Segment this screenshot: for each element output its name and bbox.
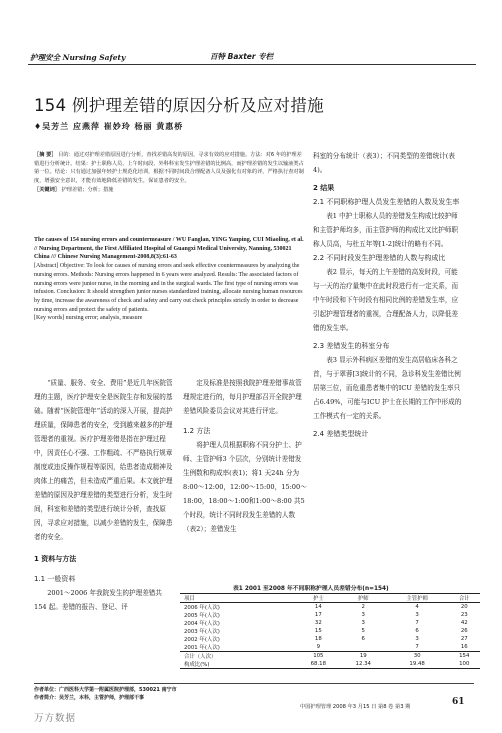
table-cell: 2005 年(人次) — [184, 613, 220, 619]
table-cell: 19.48 — [409, 661, 425, 667]
table-row — [180, 635, 480, 643]
table-cell: 2006 年(人次) — [184, 605, 220, 611]
table-cell: 合计（人次） — [184, 654, 217, 660]
table-cell: 7 — [415, 620, 419, 626]
table-row — [180, 643, 480, 652]
continuation-paragraph: 科室的分布统计（表3）；不同类型的差错统计(表4)。 — [313, 152, 455, 174]
subheading-1-1: 1.1 一般资料 — [34, 575, 76, 583]
table-cell: 3 — [361, 612, 365, 618]
table-wrapper — [180, 593, 480, 669]
table-row — [180, 603, 480, 612]
table-cell: 26 — [460, 628, 468, 634]
table-cell: 100 — [459, 661, 470, 667]
table-cell: 68.18 — [310, 661, 327, 667]
table-cell: 16 — [460, 644, 468, 650]
table-header: 合计 — [458, 596, 470, 602]
table-row — [180, 660, 480, 669]
subheading-2-4: 2.4 差错类型统计 — [313, 430, 369, 438]
table-cell: 23 — [460, 612, 468, 618]
abstract-tag: ［摘 要］ — [34, 152, 57, 158]
page-number: 61 — [452, 697, 465, 707]
author-bio: 作者简介：吴芳兰，本科，主管护师，护理部干事 — [34, 695, 145, 701]
table-cell: 2003 年(人次) — [184, 629, 220, 635]
subheading-2-1: 2.1 不同职称护理人员发生差错的人数及发生率 — [313, 198, 460, 206]
section-heading-1: 1 资料与方法 — [34, 555, 77, 563]
table-cell: 6 — [361, 636, 365, 642]
abstract-en-body: [Abstract] Objective: To look for causes of nursing errors and seek effective countermeasures by analyzing the nursing errors. Methods: Nursing errors happened in 6 years were analyzed. Results: The associated factors of nursing errors were junior nurse, in the morning and in the surgical wards. The first type of nursing errors was infusion. Conclusion: It should strengthen junior nurses standardized training, allocate nursing human resources by time, increase the awareness of check and safety and carry out check principles strictly in order to decrease nursing errors and protect the safety of patients. — [34, 263, 303, 313]
article-title: 154 例护理差错的原因分析及应对措施 — [34, 96, 324, 115]
criteria-paragraph: 定及标准是按照我院护理差错事故管理规定进行的，每月护理部召开全院护理差错风险委员会议对其进行评定。 — [183, 379, 302, 415]
data-table — [180, 593, 480, 669]
table-cell: 27 — [460, 636, 468, 642]
keywords-en: [Key words] nursing error; analysis, measure — [34, 315, 143, 322]
table-cell: 3 — [361, 620, 365, 626]
subheading-2-2: 2.2 不同时段发生护理差错的人数与构成比 — [313, 254, 446, 262]
data-paragraph: 2001～2006 年我院发生的护理差错共154 起。差错的报告、登记、评 — [34, 589, 162, 611]
result-paragraph-3: 表3 显示外科病区差错的发生高居临床各科之首，与于翠蓉[3]统计的不同，急诊科发生差错比例居第三位，而危重患者集中的ICU 差错的发生率只占6.49%，可能与ICU 护士在长期的工作中形成的工作模式有一定的关系。 — [313, 356, 462, 420]
abstract-body: 目的：通过对护理差错原因进行分析，查找差错高发的原因，寻求有效的应对措施。方法：对6 年的护理差错进行分析统计。结果：护士职称人员、上午时间段、外科科室发生护理差错的比例高，而护理差错的发生以输液类占第一位。结论：只有通过加强年轻护士规范化培训，根据不同时间段合理配备人员及强化有对象的评，严格执行查对制度，增强安全意识，才能有效地降低差错的发生，保证患者的安全。 — [34, 152, 304, 185]
table-cell: 2001 年(人次) — [184, 645, 220, 651]
section-heading-2: 2 结果 — [313, 184, 335, 192]
table-cell: 2 — [361, 604, 365, 610]
table-header: 主管护师 — [406, 596, 428, 602]
table-cell: 15 — [314, 628, 322, 634]
subheading-2-3: 2.3 差错发生的科室分布 — [313, 342, 390, 350]
table-row — [180, 619, 480, 627]
table-cell: 3 — [415, 612, 419, 618]
table-cell: 19 — [359, 653, 367, 659]
result-paragraph-2: 表2 显示，每天的上午差错的高发时段，可能与一天的治疗量集中在此时段进行有一定关系，而中午时段和下午时段有相同比例的差错发生率，应引起护理管理者的重视，合理配备人力，以降低差错的发生率。 — [313, 268, 459, 332]
table-cell: 32 — [314, 620, 322, 626]
table-cell: 2004 年(人次) — [184, 621, 220, 627]
abstract-en-title: The causes of 154 nursing errors and countermeasure / WU Fanglan, YING Yanping, CUI Miaoling, et al. // Nursing Department, the First Affiliated Hospital of Guangxi Medical University, Nanning, 530021 China /// Chinese Nursing Management-2008,8(3):61-63 — [34, 237, 304, 261]
table-header: 护士 — [312, 596, 324, 602]
author-affiliation: 作者单位：广西医科大学第一附属医院护理部，530021 南宁市 — [34, 687, 177, 693]
table-header-row — [180, 594, 480, 603]
table-cell: 14 — [314, 604, 322, 610]
intro-paragraph: “质量、服务、安全、费用”是近几年医院管理的主题，医疗护理安全是医院生存和发展的基础。随着“医院管理年”活动的深入开展，提高护理质量，保障患者的安全，受到越来越多的护理管理者的重视。医疗护理差错是指在护理过程中，因责任心不强、工作粗疏、不严格执行规章制度或违反操作规程等原因，给患者造成精神及肉体上的痛苦，但未造成严重后果。本文就护理差错的原因及护理差错的类型进行分析，发生时间，科室和差错的类型进行统计分析，查找原因，寻求应对措施，以减少差错的发生，保障患者的安全。 — [34, 379, 173, 541]
table-cell: 17 — [314, 612, 322, 618]
table-cell: 6 — [415, 628, 419, 634]
footnote — [34, 686, 177, 702]
table-cell: 30 — [413, 653, 421, 659]
authors: ♦吴芳兰 应燕萍 崔妙玲 杨丽 黄惠桥 — [34, 121, 184, 131]
table-header: 项目 — [184, 596, 195, 602]
table-cell: 4 — [415, 604, 419, 610]
middle-column — [183, 376, 307, 536]
table-cell: 20 — [460, 604, 468, 610]
left-column — [34, 376, 174, 614]
table-cell: 构成比(%) — [184, 662, 210, 668]
table-cell: 12.34 — [355, 661, 371, 667]
abstract-en — [34, 236, 306, 323]
table-cell — [341, 643, 386, 652]
table-cell: 2002 年(人次) — [184, 637, 220, 643]
table-row — [180, 627, 480, 635]
header-rule — [28, 64, 476, 65]
abstract-cn — [34, 151, 306, 195]
table-cell: 7 — [415, 644, 419, 650]
table-body — [180, 603, 480, 669]
table-cell: 154 — [459, 653, 470, 659]
table-cell: 9 — [316, 644, 321, 650]
table-cell: 5 — [361, 628, 365, 634]
keywords-cn: 护理差错；分析；措施 — [61, 186, 114, 193]
table-title: 表1 2001 至2008 年不同职称护理人员差错分布(n=154) — [233, 586, 389, 592]
table-cell: 42 — [460, 620, 468, 626]
table-row — [180, 652, 480, 661]
watermark: 万方数据 — [34, 713, 77, 724]
keywords-tag: ［关键词］ — [34, 186, 60, 193]
journal-info: 中国护理管理 2008 年3 月15 日 第8 卷 第3 期 — [300, 704, 411, 710]
right-column — [313, 149, 463, 441]
result-paragraph-1: 表1 中护士职称人员的差错发生构成比较护师和主管护师均多，而主管护师的构成比又比护师职称人员高，与杜五年等[1-2]统计的略有不同。 — [313, 212, 459, 248]
table-cell: 105 — [313, 653, 324, 659]
table-header: 护师 — [357, 596, 369, 602]
subheading-1-2: 1.2 方法 — [183, 427, 211, 435]
table-cell: 18 — [314, 636, 322, 642]
brand-label: 百特 Baxter 专栏 — [210, 52, 274, 61]
table-cell: 3 — [415, 636, 419, 642]
section-header: 护理安全 Nursing Safety — [30, 53, 126, 62]
table-row — [180, 611, 480, 619]
footnote-rule — [34, 683, 474, 684]
method-paragraph: 将护理人员根据职称不同分护士、护师、主管护师3 个层次，分别统计差错发生例数和构成率(表1)；将1 天24h 分为8:00～12:00，12:00～15:00，15:00～18:00，18:00～1:00和1:00～8:00 共5个时段，统计不同时段发生差错的人数（表2）；差错发生 — [183, 441, 307, 533]
